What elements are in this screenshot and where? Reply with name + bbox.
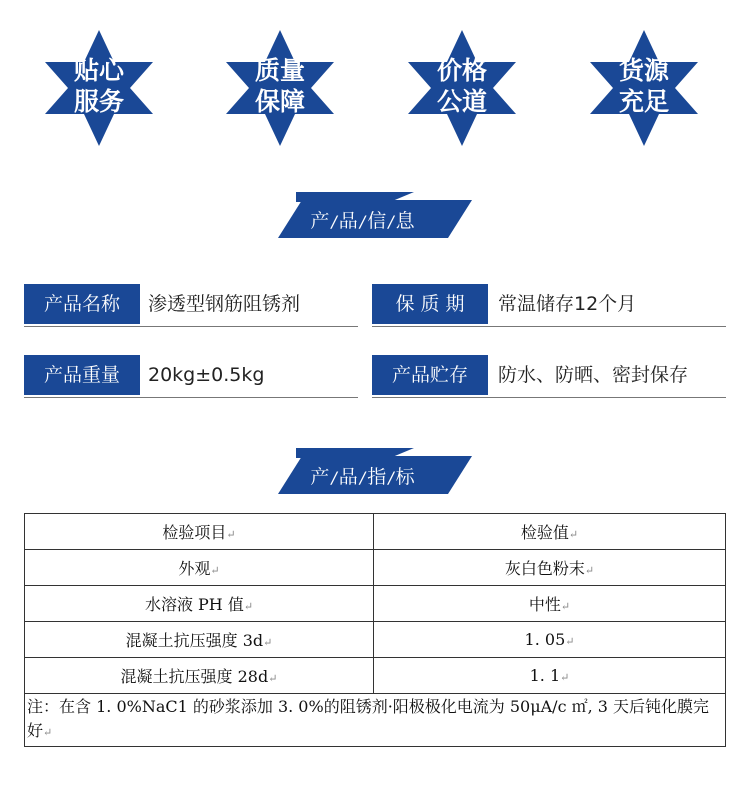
product-name-value: 渗透型钢筋阻锈剂 — [148, 293, 301, 315]
cell-value: 1. 1 — [529, 666, 561, 685]
table-note: 注：在含 1. 0%NaC1 的砂浆添加 3. 0%的阻锈剂·阳极极化电流为 50μA/c ㎡, 3 天后钝化膜完好 — [27, 697, 710, 740]
badge-text: 价格 公道 — [436, 56, 487, 116]
badge-text: 质量 保障 — [254, 56, 305, 116]
badge-text: 货源 充足 — [618, 56, 669, 116]
divider — [24, 397, 358, 398]
section-title-info: 产/品/信/息 — [250, 190, 476, 244]
badge-quality — [220, 28, 340, 148]
shelf-life-label: 保 质 期 — [372, 284, 488, 324]
cell-item: 水溶液 PH 值 — [144, 595, 244, 614]
cell-item: 混凝土抗压强度 3d — [125, 631, 264, 650]
product-name-label: 产品名称 — [24, 284, 140, 324]
shelf-life-value: 常温储存12个月 — [498, 293, 637, 315]
column-header-value: 检验值 — [520, 523, 569, 542]
divider — [24, 326, 358, 327]
divider — [372, 397, 726, 398]
product-storage-value: 防水、防晒、密封保存 — [498, 364, 689, 386]
product-weight-label: 产品重量 — [24, 355, 140, 395]
cell-value: 灰白色粉末 — [504, 559, 585, 578]
table-note-row: 注：在含 1. 0%NaC1 的砂浆添加 3. 0%的阻锈剂·阳极极化电流为 50μA/c ㎡, 3 天后钝化膜完好↵ — [25, 694, 726, 747]
cell-item: 混凝土抗压强度 28d — [120, 667, 269, 686]
cell-item: 外观 — [178, 559, 211, 578]
badge-text: 贴心 服务 — [73, 56, 124, 116]
badge-price — [402, 28, 522, 148]
column-header-item: 检验项目 — [162, 523, 227, 542]
product-storage-label: 产品贮存 — [372, 355, 488, 395]
table-row: 混凝土抗压强度 3d↵ 1. 05↵ — [25, 622, 726, 658]
table-row: 水溶液 PH 值↵ 中性↵ — [25, 586, 726, 622]
product-weight-value: 20kg±0.5kg — [148, 364, 265, 386]
table-row: 混凝土抗压强度 28d↵ 1. 1↵ — [25, 658, 726, 694]
section-title-spec: 产/品/指/标 — [250, 446, 476, 500]
table-row: 外观↵ 灰白色粉末↵ — [25, 550, 726, 586]
badge-supply — [584, 28, 704, 148]
cell-value: 中性 — [528, 595, 561, 614]
cell-value: 1. 05 — [524, 630, 566, 649]
table-header: 检验项目↵ 检验值↵ — [25, 514, 726, 550]
spec-table — [24, 513, 726, 747]
badge-service — [39, 28, 159, 148]
divider — [372, 326, 726, 327]
